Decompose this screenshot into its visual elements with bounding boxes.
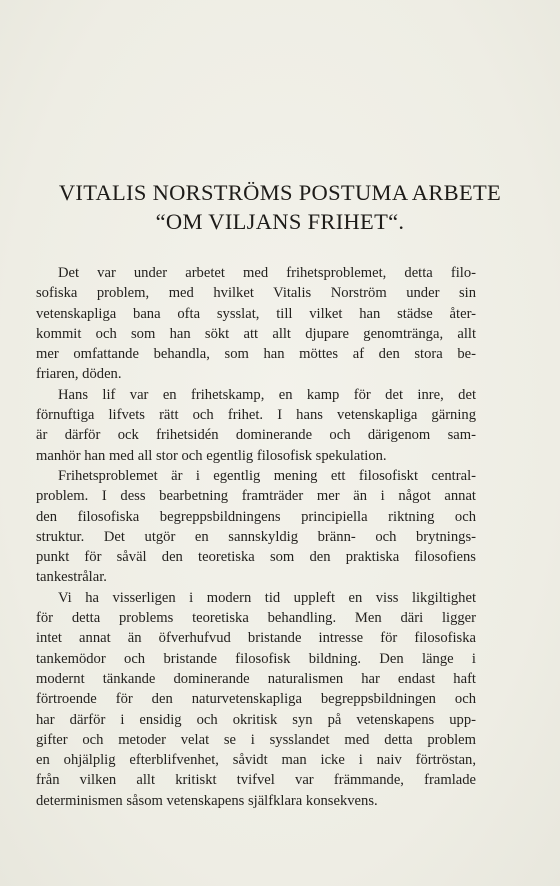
- text-line: determinismen såsom vetenskapens själfklara konsekvens.: [36, 792, 378, 809]
- text-line: vetenskapliga bana ofta sysslat, till vilket han städse åter-: [36, 305, 476, 322]
- text-line: förtroende för den naturvetenskapliga begreppsbildningen och: [36, 691, 476, 708]
- text-line: tankemödor och bristande filosofisk bildning. Den länge i: [36, 650, 476, 667]
- text-line: kommit och som han sökt att allt djupare genomtränga, allt: [36, 325, 476, 342]
- chapter-title-line-1: VITALIS NORSTRÖMS POSTUMA ARBETE: [58, 180, 502, 205]
- text-line: för detta problems teoretiska behandling. Men däri ligger: [36, 610, 476, 627]
- text-line: den filosofiska begreppsbildningens principiella riktning och: [36, 508, 476, 525]
- text-line: tankestrålar.: [36, 569, 107, 586]
- text-line: punkt för såväl den teoretiska som den praktiska filosofiens: [36, 549, 476, 566]
- text-line: modernt tänkande dominerande naturalismen har endast haft: [36, 670, 476, 687]
- text-line: intet annat än öfverhufvud bristande intresse för filosofiska: [36, 630, 476, 647]
- text-line: har därför i ensidig och okritisk syn på vetenskapens upp-: [36, 711, 476, 728]
- text-line: struktur. Det utgör en sannskyldig bränn- och brytnings-: [36, 528, 476, 545]
- paragraph: [36, 263, 476, 385]
- body-text: [36, 263, 476, 811]
- chapter-title-line-2: “OM VILJANS FRIHET“.: [155, 209, 405, 234]
- text-line: problem. I dess bearbetning framträder mer än i något annat: [36, 488, 476, 505]
- text-line: Frihetsproblemet är i egentlig mening ett filosofiskt central-: [58, 467, 476, 484]
- text-line: Vi ha visserligen i modern tid uppleft en viss likgiltighet: [58, 589, 476, 606]
- paragraph: [36, 385, 476, 466]
- text-line: från vilken allt kritiskt tvifvel var främmande, framlade: [36, 772, 476, 789]
- text-line: friaren, döden.: [36, 366, 122, 383]
- paragraph: [36, 588, 476, 811]
- text-line: är därför ock frihetsidén dominerande och därigenom sam-: [36, 427, 476, 444]
- text-line: manhör han med all stor och egentlig filosofisk spekulation.: [36, 447, 387, 464]
- text-line: en ohjälplig efterblifvenhet, såvidt man icke i naiv förtröstan,: [36, 752, 476, 769]
- paragraph: [36, 466, 476, 588]
- text-line: förnuftiga lifvets rätt och frihet. I hans vetenskapliga gärning: [36, 407, 476, 424]
- text-line: mer omfattande behandla, som han möttes af den stora be-: [36, 346, 476, 363]
- text-line: sofiska problem, med hvilket Vitalis Norström under sin: [36, 285, 476, 302]
- text-line: Hans lif var en frihetskamp, en kamp för det inre, det: [58, 386, 476, 403]
- chapter-title: [20, 178, 540, 236]
- text-line: Det var under arbetet med frihetsproblemet, detta filo-: [58, 265, 476, 281]
- text-line: gifter och metoder velat se i sysslandet med detta problem: [36, 731, 476, 748]
